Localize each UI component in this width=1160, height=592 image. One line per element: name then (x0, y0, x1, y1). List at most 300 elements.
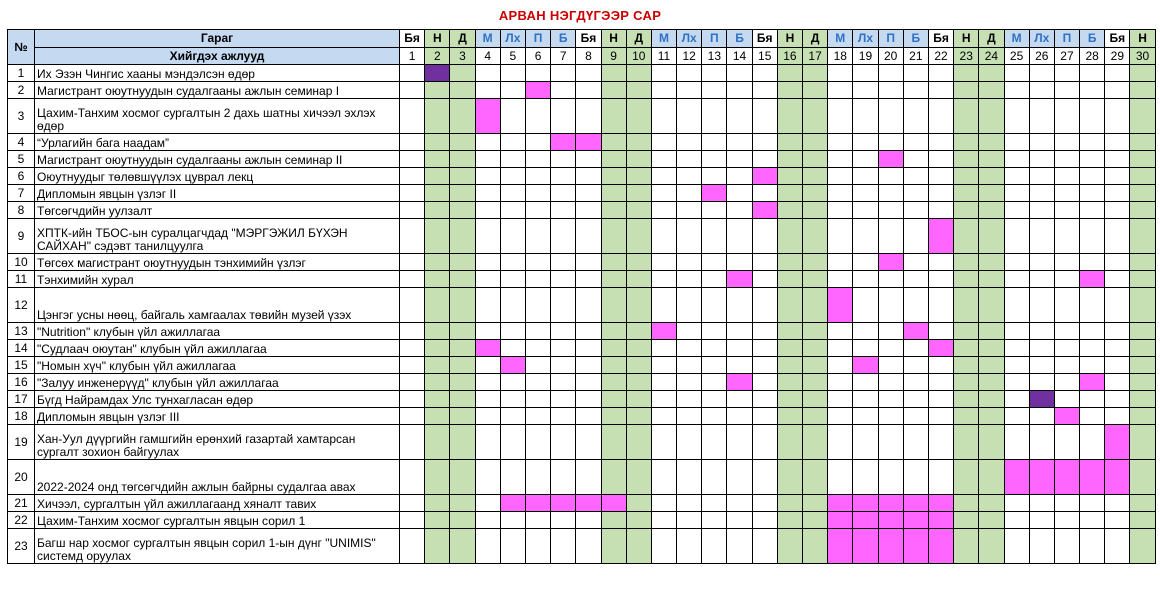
day-cell (777, 512, 802, 529)
day-cell (752, 408, 777, 425)
day-cell (525, 425, 550, 460)
day-cell (1029, 323, 1054, 340)
day-cell (677, 512, 702, 529)
activity-text: Магистрант оюутнуудын судалгааны ажлын семинар I (35, 82, 400, 99)
day-cell (803, 288, 828, 323)
day-number-cell: 13 (702, 48, 727, 65)
day-cell (727, 151, 752, 168)
day-cell (1130, 495, 1155, 512)
day-cell (450, 512, 475, 529)
day-cell (1080, 340, 1105, 357)
day-cell (954, 460, 979, 495)
table-row (8, 254, 1156, 271)
row-number: 13 (8, 323, 35, 340)
day-cell (752, 151, 777, 168)
day-cell (1080, 151, 1105, 168)
day-cell (803, 271, 828, 288)
day-cell (702, 460, 727, 495)
day-cell (752, 495, 777, 512)
day-cell (677, 185, 702, 202)
day-cell (853, 288, 878, 323)
day-cell (803, 323, 828, 340)
table-row (8, 185, 1156, 202)
day-cell (903, 529, 928, 564)
weekday-cell: Бя (576, 30, 601, 48)
day-cell (626, 168, 651, 185)
day-cell (601, 340, 626, 357)
day-cell (677, 219, 702, 254)
day-cell (903, 391, 928, 408)
day-cell (777, 529, 802, 564)
day-cell (702, 271, 727, 288)
day-cell (576, 374, 601, 391)
activity-text: Магистрант оюутнуудын судалгааны ажлын семинар II (35, 151, 400, 168)
day-cell (475, 512, 500, 529)
day-cell (752, 340, 777, 357)
day-cell (450, 408, 475, 425)
day-cell (651, 202, 676, 219)
day-cell (525, 151, 550, 168)
day-cell (954, 134, 979, 151)
row-number: 7 (8, 185, 35, 202)
day-cell (601, 185, 626, 202)
day-cell (475, 219, 500, 254)
day-cell (1054, 65, 1079, 82)
day-cell (702, 65, 727, 82)
day-cell (777, 134, 802, 151)
day-cell (551, 512, 576, 529)
day-cell (954, 82, 979, 99)
row-number: 11 (8, 271, 35, 288)
day-cell (903, 495, 928, 512)
day-cell (1105, 168, 1130, 185)
day-cell (626, 460, 651, 495)
day-cell (576, 529, 601, 564)
day-cell (828, 99, 853, 134)
day-cell (450, 82, 475, 99)
day-cell (400, 219, 425, 254)
day-cell (979, 271, 1004, 288)
day-cell (1105, 425, 1130, 460)
day-cell (752, 323, 777, 340)
day-cell (400, 391, 425, 408)
day-cell (400, 254, 425, 271)
table-row (8, 529, 1156, 564)
table-row (8, 99, 1156, 134)
weekday-cell: Н (425, 30, 450, 48)
day-cell (601, 357, 626, 374)
day-cell (1105, 254, 1130, 271)
day-cell (400, 408, 425, 425)
day-cell (954, 357, 979, 374)
day-cell (1004, 219, 1029, 254)
day-cell (752, 460, 777, 495)
day-cell (651, 288, 676, 323)
day-cell (425, 219, 450, 254)
day-cell (601, 82, 626, 99)
day-cell (1130, 185, 1155, 202)
number-header: № (8, 30, 35, 65)
day-cell (702, 151, 727, 168)
page-title: АРВАН НЭГДҮГЭЭР САР (498, 8, 662, 23)
activity-text: Оюутнуудыг төлөвшүүлэх цуврал лекц (35, 168, 400, 185)
day-cell (500, 323, 525, 340)
day-cell (1054, 271, 1079, 288)
day-cell (878, 151, 903, 168)
day-cell (1004, 168, 1029, 185)
table-row (8, 271, 1156, 288)
day-cell (576, 202, 601, 219)
day-cell (1105, 323, 1130, 340)
day-cell (828, 340, 853, 357)
day-cell (1080, 82, 1105, 99)
day-cell (752, 425, 777, 460)
row-number: 3 (8, 99, 35, 134)
row-number: 12 (8, 288, 35, 323)
day-cell (551, 254, 576, 271)
day-cell (626, 529, 651, 564)
day-cell (828, 288, 853, 323)
day-cell (752, 219, 777, 254)
day-cell (551, 460, 576, 495)
day-cell (425, 460, 450, 495)
day-cell (928, 529, 953, 564)
day-cell (702, 254, 727, 271)
day-number-cell: 28 (1080, 48, 1105, 65)
day-cell (425, 82, 450, 99)
day-cell (1054, 425, 1079, 460)
day-cell (1080, 323, 1105, 340)
weekday-cell: М (651, 30, 676, 48)
day-cell (878, 288, 903, 323)
day-cell (626, 65, 651, 82)
day-cell (954, 425, 979, 460)
day-cell (853, 425, 878, 460)
day-cell (903, 168, 928, 185)
table-row (8, 512, 1156, 529)
day-cell (702, 168, 727, 185)
day-cell (1054, 323, 1079, 340)
day-cell (601, 168, 626, 185)
day-cell (1054, 495, 1079, 512)
table-row (8, 151, 1156, 168)
day-cell (1130, 512, 1155, 529)
day-cell (450, 323, 475, 340)
day-cell (777, 425, 802, 460)
day-cell (803, 202, 828, 219)
day-number-cell: 30 (1130, 48, 1155, 65)
day-cell (1130, 323, 1155, 340)
weekday-cell: М (828, 30, 853, 48)
day-cell (727, 134, 752, 151)
table-row (8, 425, 1156, 460)
day-cell (828, 408, 853, 425)
activity-text: Бүгд Найрамдах Улс тунхагласан өдөр (35, 391, 400, 408)
day-cell (878, 340, 903, 357)
day-cell (651, 512, 676, 529)
day-cell (1029, 202, 1054, 219)
day-cell (400, 202, 425, 219)
table-row (8, 219, 1156, 254)
day-cell (979, 408, 1004, 425)
day-cell (903, 323, 928, 340)
day-cell (954, 288, 979, 323)
day-cell (677, 99, 702, 134)
day-cell (1130, 219, 1155, 254)
day-cell (677, 460, 702, 495)
day-cell (1130, 134, 1155, 151)
day-cell (928, 374, 953, 391)
day-cell (677, 151, 702, 168)
schedule-table (7, 29, 1156, 564)
day-cell (727, 82, 752, 99)
day-cell (1080, 495, 1105, 512)
day-cell (525, 288, 550, 323)
day-cell (853, 99, 878, 134)
day-cell (450, 99, 475, 134)
day-cell (727, 65, 752, 82)
day-cell (400, 512, 425, 529)
day-cell (853, 391, 878, 408)
day-cell (500, 512, 525, 529)
day-cell (626, 134, 651, 151)
day-cell (500, 374, 525, 391)
day-cell (450, 425, 475, 460)
day-cell (450, 460, 475, 495)
day-cell (752, 65, 777, 82)
day-cell (525, 357, 550, 374)
table-row (8, 391, 1156, 408)
day-cell (752, 288, 777, 323)
day-cell (1080, 219, 1105, 254)
day-cell (626, 254, 651, 271)
day-number-cell: 26 (1029, 48, 1054, 65)
day-cell (1130, 425, 1155, 460)
day-cell (525, 512, 550, 529)
day-number-cell: 4 (475, 48, 500, 65)
day-cell (551, 151, 576, 168)
day-cell (777, 288, 802, 323)
day-cell (400, 425, 425, 460)
day-cell (979, 340, 1004, 357)
day-cell (752, 185, 777, 202)
day-cell (928, 391, 953, 408)
day-cell (828, 151, 853, 168)
day-cell (702, 408, 727, 425)
activity-text: Багш нар хосмог сургалтын явцын сорил 1-ын дүнг "UNIMIS" системд оруулах (35, 529, 400, 564)
day-cell (626, 99, 651, 134)
day-cell (425, 151, 450, 168)
weekday-cell: Бя (752, 30, 777, 48)
day-cell (1004, 495, 1029, 512)
day-cell (954, 168, 979, 185)
day-cell (1004, 460, 1029, 495)
day-cell (853, 82, 878, 99)
day-cell (878, 460, 903, 495)
day-cell (954, 512, 979, 529)
day-cell (1080, 134, 1105, 151)
day-cell (1004, 512, 1029, 529)
day-cell (803, 65, 828, 82)
day-cell (1029, 151, 1054, 168)
day-cell (979, 495, 1004, 512)
day-cell (828, 185, 853, 202)
day-cell (979, 460, 1004, 495)
day-cell (702, 185, 727, 202)
activity-text: "Судлаач оюутан" клубын үйл ажиллагаа (35, 340, 400, 357)
day-cell (853, 202, 878, 219)
day-cell (576, 495, 601, 512)
day-cell (500, 340, 525, 357)
day-cell (752, 99, 777, 134)
day-cell (777, 65, 802, 82)
day-cell (626, 219, 651, 254)
row-number: 6 (8, 168, 35, 185)
day-cell (777, 357, 802, 374)
day-cell (803, 185, 828, 202)
day-cell (878, 134, 903, 151)
day-cell (878, 219, 903, 254)
day-cell (450, 391, 475, 408)
day-cell (551, 82, 576, 99)
day-cell (425, 495, 450, 512)
day-cell (450, 340, 475, 357)
day-cell (500, 495, 525, 512)
day-cell (576, 219, 601, 254)
day-cell (777, 271, 802, 288)
day-cell (1130, 168, 1155, 185)
header-weekday-row (8, 30, 1156, 48)
day-cell (677, 374, 702, 391)
day-cell (626, 391, 651, 408)
day-cell (400, 82, 425, 99)
day-cell (626, 202, 651, 219)
day-cell (1130, 340, 1155, 357)
day-cell (475, 460, 500, 495)
day-cell (1054, 529, 1079, 564)
day-cell (677, 391, 702, 408)
day-cell (475, 425, 500, 460)
day-number-cell: 14 (727, 48, 752, 65)
day-cell (1004, 529, 1029, 564)
day-cell (853, 219, 878, 254)
day-cell (626, 357, 651, 374)
day-cell (1130, 357, 1155, 374)
day-cell (878, 408, 903, 425)
row-number: 20 (8, 460, 35, 495)
day-cell (954, 323, 979, 340)
day-cell (1105, 65, 1130, 82)
day-number-cell: 18 (828, 48, 853, 65)
weekday-cell: П (1054, 30, 1079, 48)
day-cell (677, 82, 702, 99)
row-number: 19 (8, 425, 35, 460)
day-cell (525, 99, 550, 134)
day-cell (400, 357, 425, 374)
day-cell (803, 425, 828, 460)
day-cell (803, 151, 828, 168)
day-cell (525, 168, 550, 185)
day-cell (928, 357, 953, 374)
day-cell (803, 408, 828, 425)
day-cell (702, 134, 727, 151)
day-cell (803, 99, 828, 134)
day-cell (803, 529, 828, 564)
day-cell (500, 168, 525, 185)
day-cell (425, 425, 450, 460)
day-cell (803, 495, 828, 512)
day-cell (1004, 357, 1029, 374)
day-cell (1004, 271, 1029, 288)
day-cell (727, 460, 752, 495)
day-cell (651, 323, 676, 340)
day-cell (1004, 82, 1029, 99)
day-cell (1004, 151, 1029, 168)
day-cell (878, 65, 903, 82)
day-cell (551, 340, 576, 357)
day-cell (903, 340, 928, 357)
day-cell (1130, 288, 1155, 323)
row-number: 4 (8, 134, 35, 151)
day-cell (928, 512, 953, 529)
day-cell (1105, 391, 1130, 408)
day-cell (903, 460, 928, 495)
day-cell (551, 323, 576, 340)
weekday-cell: Д (979, 30, 1004, 48)
row-number: 5 (8, 151, 35, 168)
day-cell (677, 288, 702, 323)
day-cell (500, 99, 525, 134)
day-cell (903, 202, 928, 219)
day-cell (651, 254, 676, 271)
day-cell (803, 254, 828, 271)
day-cell (878, 512, 903, 529)
weekday-cell: П (878, 30, 903, 48)
day-cell (475, 271, 500, 288)
day-cell (1004, 288, 1029, 323)
day-cell (1004, 254, 1029, 271)
day-cell (1130, 99, 1155, 134)
day-cell (425, 288, 450, 323)
day-cell (979, 134, 1004, 151)
day-cell (979, 374, 1004, 391)
day-cell (475, 391, 500, 408)
day-cell (551, 425, 576, 460)
day-cell (954, 374, 979, 391)
day-cell (576, 408, 601, 425)
day-cell (425, 271, 450, 288)
day-cell (979, 512, 1004, 529)
day-cell (1054, 82, 1079, 99)
day-cell (425, 512, 450, 529)
day-cell (626, 408, 651, 425)
day-cell (1029, 529, 1054, 564)
weekday-cell: Д (626, 30, 651, 48)
day-cell (450, 185, 475, 202)
weekday-cell: М (1004, 30, 1029, 48)
day-cell (752, 134, 777, 151)
day-cell (928, 99, 953, 134)
day-cell (1004, 408, 1029, 425)
row-number: 17 (8, 391, 35, 408)
day-cell (702, 512, 727, 529)
day-cell (1054, 374, 1079, 391)
day-cell (853, 374, 878, 391)
day-cell (1105, 185, 1130, 202)
day-cell (853, 408, 878, 425)
day-cell (903, 99, 928, 134)
day-cell (601, 151, 626, 168)
